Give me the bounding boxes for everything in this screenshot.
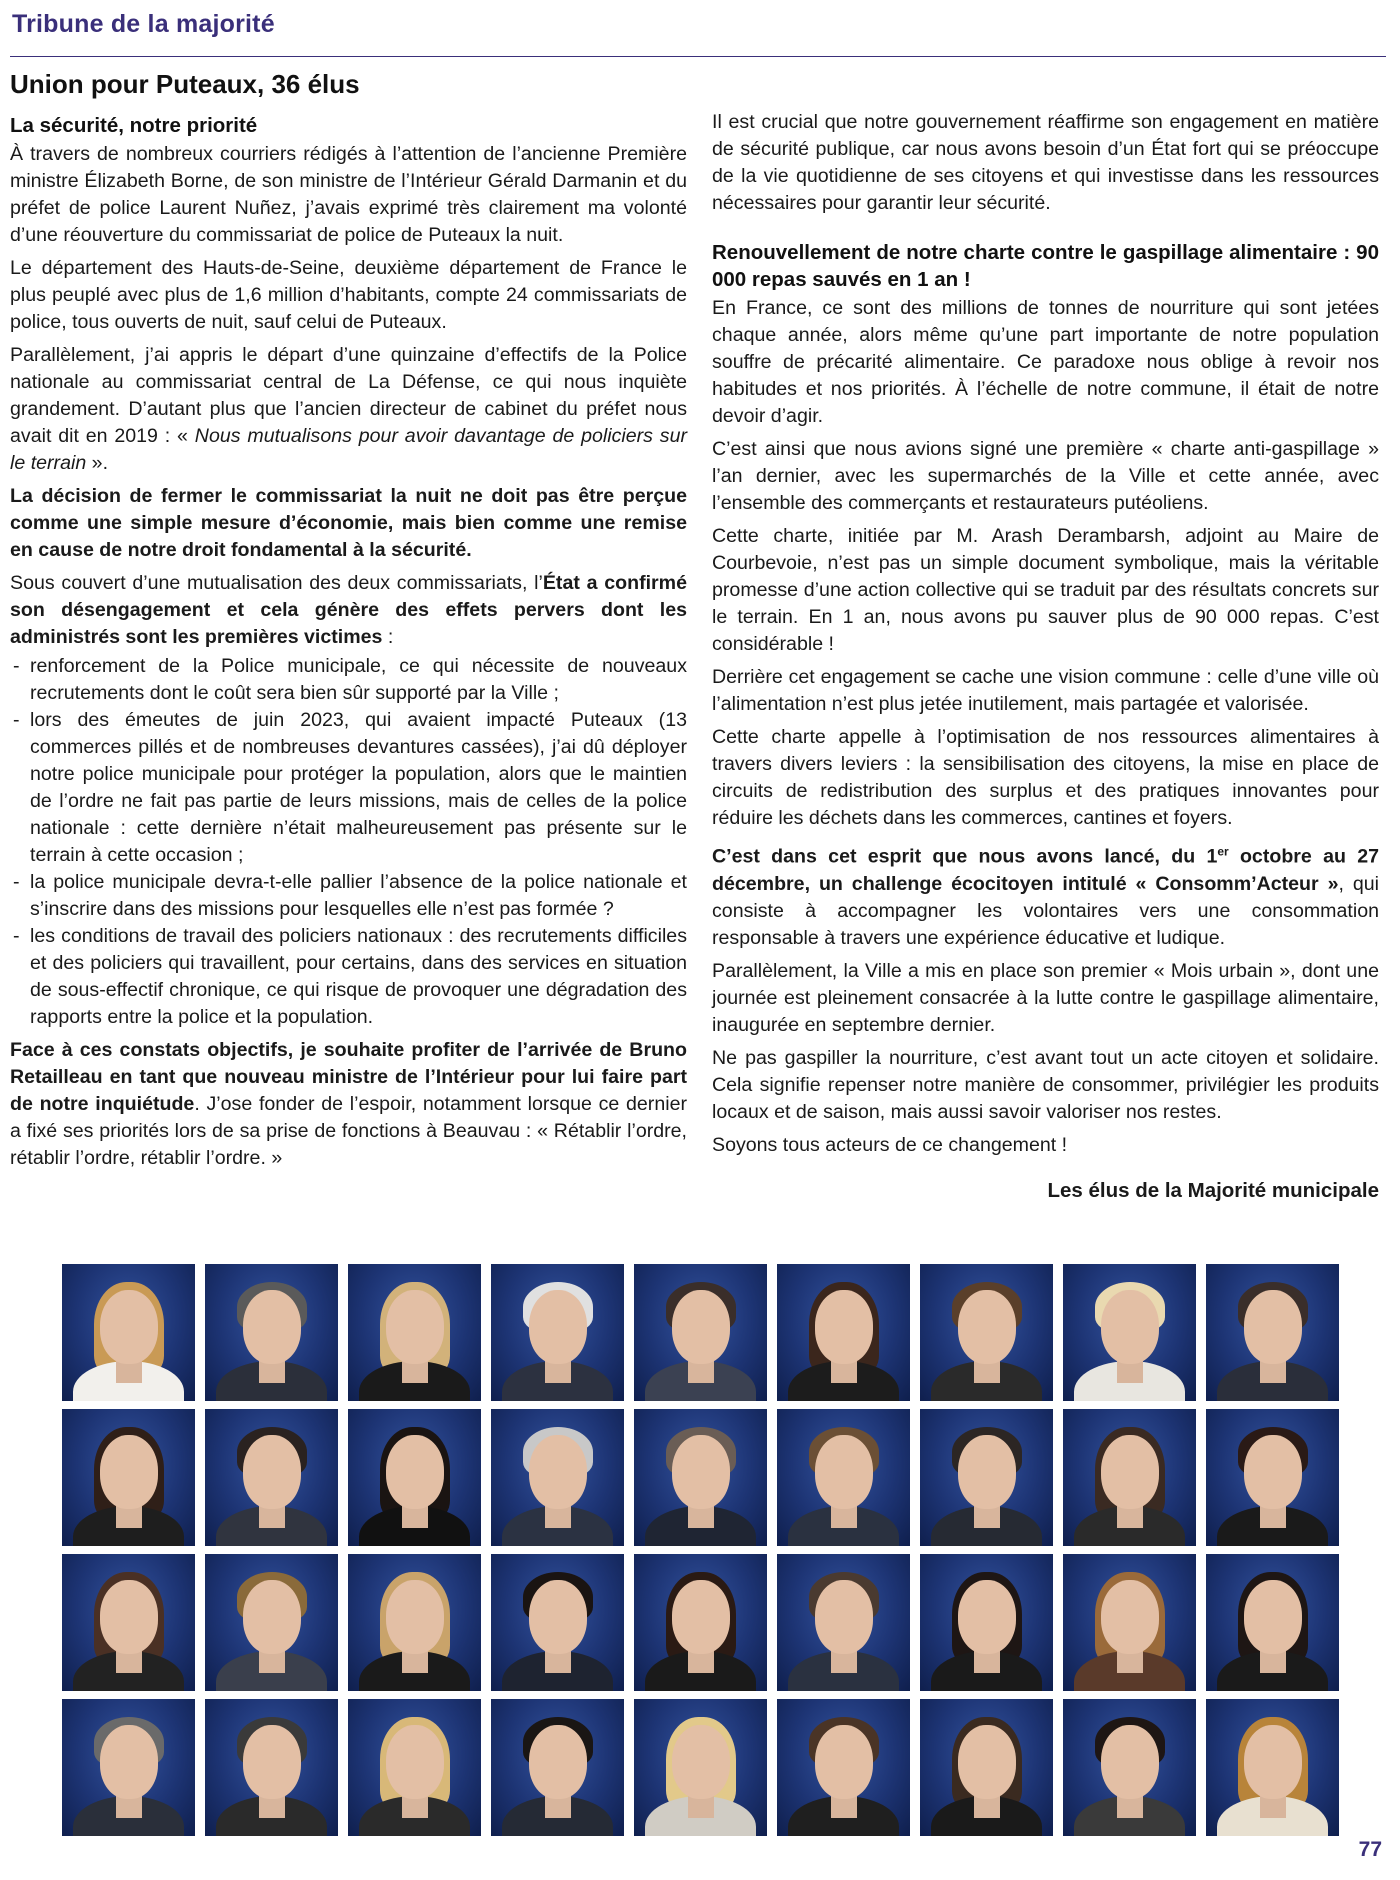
- portrait-photo: [491, 1264, 624, 1401]
- portrait-face: [529, 1725, 587, 1799]
- paragraph: Soyons tous acteurs de ce changement !: [712, 1133, 1068, 1156]
- portrait-photo: [777, 1554, 910, 1691]
- portrait-face: [1101, 1725, 1159, 1799]
- portrait-photo: [1206, 1264, 1339, 1401]
- header-divider: [10, 56, 1386, 57]
- portrait-face: [958, 1580, 1016, 1654]
- portrait-photo: [634, 1409, 767, 1546]
- council-photo-grid: [62, 1264, 1339, 1836]
- portrait-photo: [634, 1699, 767, 1836]
- bold-text: Face à ces constats objectifs, je souhaite profiter de l’arrivée de Bruno Retailleau en tant que nouveau ministre de l’Intérieur pour lui faire part de notre inquiétude: [10, 1039, 687, 1115]
- portrait-photo: [205, 1699, 338, 1836]
- list-item: - lors des émeutes de juin 2023, qui avaient impacté Puteaux (13 commerces pillés et de nombreuses devantures cassées), j’ai dû déployer notre police municipale pour protéger la population, alors que le maintien de l’ordre ne fait pas partie de leurs missions, mais de celles de la police nationale : cette dernière n’était malheureusement pas présente sur le terrain à cette occasion ;: [10, 707, 687, 869]
- portrait-face: [386, 1580, 444, 1654]
- portrait-photo: [205, 1264, 338, 1401]
- paragraph: Cette charte appelle à l’optimisation de nos ressources alimentaires à travers divers leviers : la sensibilisation des citoyens, la mise en place de circuits de redistribution des surplus et des pratiques innovantes pour réduire les déchets dans les commerces, cantines et foyers.: [712, 726, 1379, 829]
- paragraph: Derrière cet engagement se cache une vision commune : celle d’une ville où l’alimentation n’est plus jetée inutilement, mais partagée et valorisée.: [712, 666, 1379, 715]
- portrait-photo: [62, 1264, 195, 1401]
- portrait-photo: [62, 1409, 195, 1546]
- portrait-face: [529, 1290, 587, 1364]
- group-title: Union pour Puteaux, 36 élus: [10, 69, 360, 99]
- portrait-photo: [920, 1264, 1053, 1401]
- portrait-face: [958, 1290, 1016, 1364]
- portrait-face: [1101, 1290, 1159, 1364]
- portrait-photo: [777, 1409, 910, 1546]
- portrait-face: [243, 1580, 301, 1654]
- portrait-photo: [920, 1699, 1053, 1836]
- portrait-photo: [348, 1264, 481, 1401]
- portrait-photo: [1206, 1409, 1339, 1546]
- portrait-face: [100, 1290, 158, 1364]
- paragraph: Parallèlement, la Ville a mis en place son premier « Mois urbain », dont une journée est pleinement consacrée à la lutte contre le gaspillage alimentaire, inaugurée en septembre dernier.: [712, 959, 1379, 1036]
- portrait-face: [243, 1435, 301, 1509]
- bold-text: C’est dans cet esprit que nous avons lancé, du 1: [712, 845, 1218, 868]
- quote-text: Nous mutualisons pour avoir davantage de policiers sur le terrain: [10, 425, 687, 474]
- bold-text: octobre au 27 décembre, un challenge écocitoyen intitulé « Consomm’Acteur »: [712, 845, 1380, 895]
- list-item: - la police municipale devra-t-elle pallier l’absence de la police nationale et s’inscrire dans des missions pour lesquelles elle n’est pas formée ?: [10, 869, 687, 923]
- right-column: [712, 109, 1379, 1204]
- portrait-photo: [348, 1409, 481, 1546]
- portrait-photo: [491, 1409, 624, 1546]
- consequences-list: [10, 653, 687, 1031]
- paragraph: [712, 838, 1379, 952]
- bold-statement: La décision de fermer le commissariat la nuit ne doit pas être perçue comme une simple mesure d’économie, mais bien comme une remise en cause de notre droit fondamental à la sécurité.: [10, 485, 687, 561]
- paragraph: [10, 570, 687, 651]
- portrait-face: [1244, 1725, 1302, 1799]
- portrait-face: [100, 1435, 158, 1509]
- portrait-photo: [205, 1409, 338, 1546]
- portrait-face: [815, 1435, 873, 1509]
- portrait-face: [243, 1725, 301, 1799]
- paragraph-text: :: [382, 626, 394, 648]
- portrait-photo: [1063, 1699, 1196, 1836]
- paragraph: À travers de nombreux courriers rédigés à l’attention de l’ancienne Première ministre Élizabeth Borne, de son ministre de l’Intérieur Gérald Darmanin et du préfet de police Laurent Nuñez, j’avais exprimé très clairement ma volonté d’une réouverture du commissariat de police de Puteaux la nuit.: [10, 143, 687, 246]
- portrait-face: [672, 1435, 730, 1509]
- portrait-face: [815, 1725, 873, 1799]
- paragraph: Le département des Hauts-de-Seine, deuxième département de France le plus peuplé avec plus de 1,6 million d’habitants, compte 24 commissariats de police, tous ouverts de nuit, sauf celui de Puteaux.: [10, 257, 687, 333]
- paragraph-text: ».: [86, 452, 109, 474]
- portrait-photo: [1063, 1264, 1196, 1401]
- portrait-face: [529, 1435, 587, 1509]
- list-item: - les conditions de travail des policiers nationaux : des recrutements difficiles et des policiers qui travaillent, pour certains, dans des services en situation de sous-effectif chronique, ce qui risque de provoquer une dégradation des rapports entre la police et la population.: [10, 923, 687, 1031]
- portrait-photo: [777, 1264, 910, 1401]
- paragraph: [10, 1037, 687, 1172]
- page-number: 77: [1358, 1838, 1382, 1861]
- portrait-face: [958, 1435, 1016, 1509]
- paragraph-text: . J’ose fonder de l’espoir, notamment lorsque ce dernier a fixé ses priorités lors de sa prise de fonctions à Beauvau : « Rétablir l’ordre, rétablir l’ordre, rétablir l’ordre. »: [10, 1093, 687, 1169]
- portrait-face: [815, 1290, 873, 1364]
- portrait-face: [100, 1725, 158, 1799]
- list-item: - renforcement de la Police municipale, ce qui nécessite de nouveaux recrutements dont le coût sera bien sûr supporté par la Ville ;: [10, 653, 687, 707]
- portrait-face: [1244, 1435, 1302, 1509]
- paragraph: Il est crucial que notre gouvernement réaffirme son engagement en matière de sécurité publique, car nous avons besoin d’un État fort qui se préoccupe de la vie quotidienne de ses citoyens et qui investisse dans les ressources nécessaires pour garantir leur sécurité.: [712, 111, 1379, 214]
- portrait-face: [243, 1290, 301, 1364]
- paragraph: En France, ce sont des millions de tonnes de nourriture qui sont jetées chaque année, alors même qu’une part importante de notre population souffre de précarité alimentaire. Ce paradoxe nous oblige à revoir nos habitudes et nos priorités. À l’échelle de notre commune, il était de notre devoir d’agir.: [712, 297, 1379, 427]
- paragraph-text: , qui consiste à accompagner les volontaires vers une consommation responsable à travers une expérience éducative et ludique.: [712, 872, 1379, 949]
- paragraph-text: Sous couvert d’une mutualisation des deux commissariats, l’: [10, 572, 543, 594]
- portrait-face: [100, 1580, 158, 1654]
- portrait-photo: [491, 1554, 624, 1691]
- portrait-photo: [1063, 1409, 1196, 1546]
- portrait-face: [1244, 1580, 1302, 1654]
- portrait-photo: [920, 1554, 1053, 1691]
- portrait-face: [386, 1725, 444, 1799]
- paragraph: C’est ainsi que nous avions signé une première « charte anti-gaspillage » l’an dernier, avec les supermarchés de la Ville et cette année, avec l’ensemble des commerçants et restaurateurs putéoliens.: [712, 438, 1379, 514]
- paragraph: [10, 342, 687, 477]
- portrait-face: [1101, 1435, 1159, 1509]
- food-waste-heading: Renouvellement de notre charte contre le gaspillage alimentaire : 90 000 repas sauvés en 1 an !: [712, 241, 1379, 291]
- portrait-face: [386, 1290, 444, 1364]
- portrait-photo: [1063, 1554, 1196, 1691]
- portrait-photo: [491, 1699, 624, 1836]
- portrait-face: [386, 1435, 444, 1509]
- bold-text: État a confirmé son désengagement et cela génère des effets pervers dont les administrés sont les premières victimes: [10, 572, 687, 648]
- portrait-face: [1101, 1580, 1159, 1654]
- portrait-face: [958, 1725, 1016, 1799]
- portrait-photo: [777, 1699, 910, 1836]
- portrait-face: [529, 1580, 587, 1654]
- portrait-photo: [634, 1264, 767, 1401]
- portrait-photo: [634, 1554, 767, 1691]
- portrait-photo: [1206, 1554, 1339, 1691]
- portrait-photo: [348, 1554, 481, 1691]
- portrait-photo: [62, 1699, 195, 1836]
- page-header-title: Tribune de la majorité: [12, 10, 275, 38]
- paragraph: Ne pas gaspiller la nourriture, c’est avant tout un acte citoyen et solidaire. Cela signifie repenser notre manière de consommer, privilégier les produits locaux et de saison, mais aussi savoir valoriser nos restes.: [712, 1046, 1379, 1123]
- portrait-photo: [1206, 1699, 1339, 1836]
- portrait-face: [1244, 1290, 1302, 1364]
- portrait-photo: [205, 1554, 338, 1691]
- portrait-photo: [348, 1699, 481, 1836]
- portrait-face: [672, 1290, 730, 1364]
- superscript: er: [1217, 844, 1229, 858]
- left-column: [10, 68, 687, 1178]
- portrait-photo: [920, 1409, 1053, 1546]
- paragraph-text: Parallèlement, j’ai appris le départ d’une quinzaine d’effectifs de la Police nationale au commissariat central de La Défense, ce qui nous inquiète grandement. D’autant plus que l’ancien directeur de cabinet du préfet nous avait dit en 2019 : «: [10, 344, 687, 447]
- portrait-face: [672, 1580, 730, 1654]
- signature: Les élus de la Majorité municipale: [1047, 1178, 1379, 1202]
- portrait-photo: [62, 1554, 195, 1691]
- portrait-face: [672, 1725, 730, 1799]
- security-heading: La sécurité, notre priorité: [10, 114, 258, 137]
- portrait-face: [815, 1580, 873, 1654]
- paragraph: Cette charte, initiée par M. Arash Derambarsh, adjoint au Maire de Courbevoie, n’est pas un simple document symbolique, mais la véritable promesse d’une action collective qui se traduit par des résultats concrets sur le terrain. En 1 an, nous avons pu sauver plus de 90 000 repas. C’est considérable !: [712, 525, 1379, 655]
